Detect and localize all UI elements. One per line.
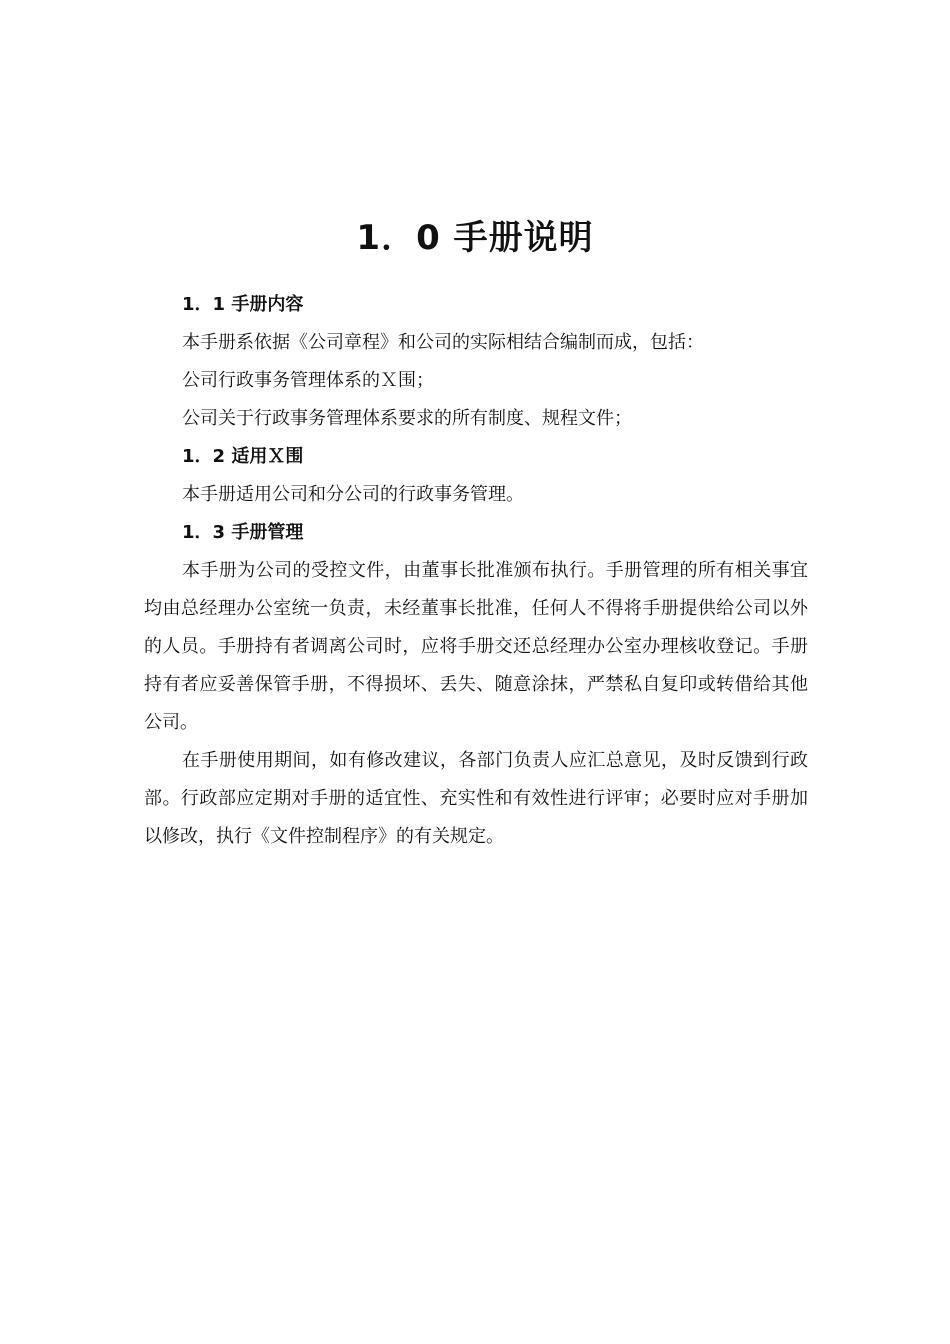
section-heading-management: 1．3 手册管理 [182,522,304,543]
section-heading-content: 1．1 手册内容 [182,294,304,315]
management-paragraph-control: 本手册为公司的受控文件，由董事长批准颁布执行。手册管理的所有相关事宜均由总经理办公室统一负责，未经董事长批准，任何人不得将手册提供给公司以外的人员。手册持有者调离公司时，应将手册交还总经理办公室办理核收登记。手册持有者应妥善保管手册，不得损坏、丢失、随意涂抹，严禁私自复印或转借给其他公司。 [144,560,808,733]
management-paragraph-revision: 在手册使用期间，如有修改建议，各部门负责人应汇总意见，及时反馈到行政部。行政部应定期对手册的适宜性、充实性和有效性进行评审；必要时应对手册加以修改，执行《文件控制程序》的有关规定。 [144,750,808,847]
content-line-basis: 本手册系依据《公司章程》和公司的实际相结合编制而成，包括： [182,332,704,353]
applicability-line: 本手册适用公司和分公司的行政事务管理。 [182,484,524,505]
section-heading-applicability: 1．2 适用Ｘ围 [182,446,304,467]
page-title: 1．0 手册说明 [356,218,594,258]
content-line-rules: 公司关于行政事务管理体系要求的所有制度、规程文件； [182,408,632,429]
content-line-scope: 公司行政事务管理体系的Ｘ围； [182,370,434,391]
document-body [144,286,808,856]
